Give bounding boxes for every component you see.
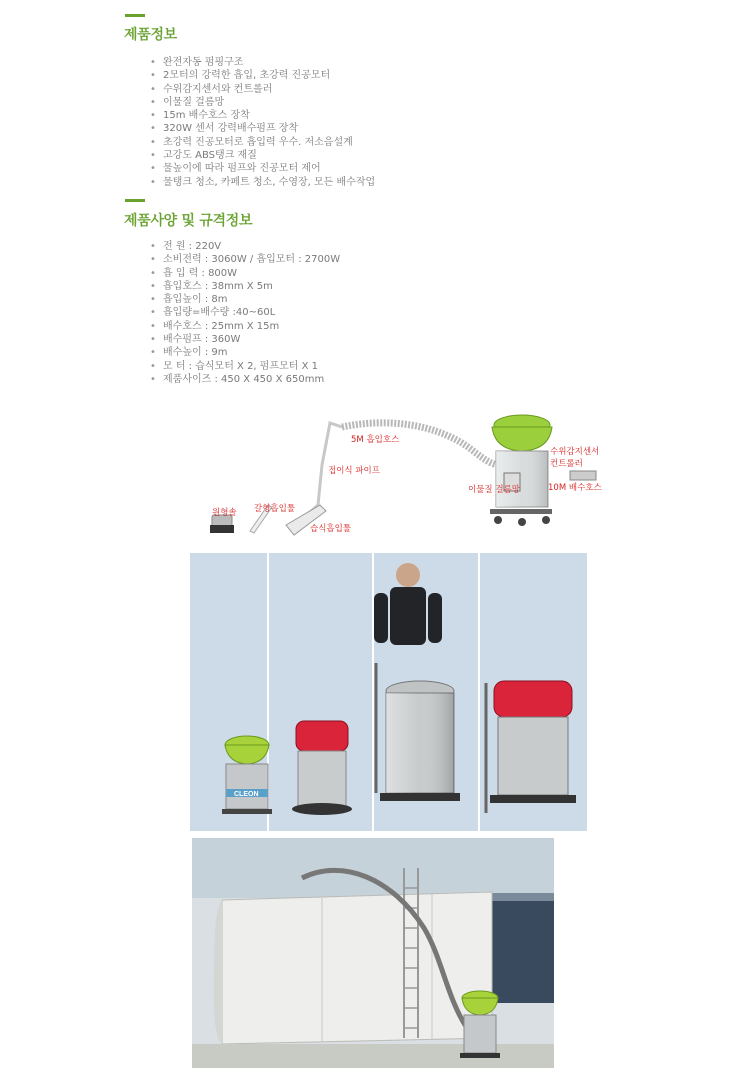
list-item: • 흡입호스 : 38mm X 5m <box>150 280 273 292</box>
list-item: • 2모터의 강력한 흡입, 초강력 진공모터 <box>150 70 331 82</box>
component-diagram-art <box>200 405 620 550</box>
list-item: • 15m 배수호스 장착 <box>150 110 250 122</box>
list-item: • 배수펌프 : 360W <box>150 334 241 346</box>
machine-base <box>490 509 552 514</box>
machine-lid <box>492 427 552 451</box>
list-item: • 배수호스 : 25mm X 15m <box>150 320 280 332</box>
drain-hose-shape <box>570 471 596 480</box>
label-filter: 이물질 걸름망 <box>468 485 520 495</box>
tank-cleaning-photo <box>192 838 554 1068</box>
label-round-brush: 원형솔 <box>212 508 237 518</box>
list-item: • 소비전력 : 3060W / 흡입모터 : 2700W <box>150 254 341 266</box>
label-hose: 5M 흡입호스 <box>351 435 400 445</box>
list-item: • 제품사이즈 : 450 X 450 X 650mm <box>150 373 325 385</box>
section-title-product-info: 제품정보 <box>124 27 177 43</box>
label-controller: 컨트롤러 <box>550 459 583 469</box>
label-pipe: 접이식 파이프 <box>328 466 380 476</box>
list-item: • 흡입량=배수량 :40~60L <box>150 307 276 319</box>
label-drain-hose: 10M 배수호스 <box>548 483 602 493</box>
list-item: • 초강력 진공모터로 흡입력 우수. 저소음설계 <box>150 136 353 148</box>
list-item: • 고강도 ABS탱크 재질 <box>150 150 257 162</box>
label-crevice: 갈형흡입툴 <box>254 504 296 514</box>
list-item: • 배수높이 : 9m <box>150 347 228 359</box>
list-item: • 이물질 걸름망 <box>150 96 225 108</box>
tank-cleaning-art <box>192 838 554 1068</box>
product-lineup-art <box>190 553 587 831</box>
lineup-brand-text: CLEON <box>234 791 259 798</box>
section-bar-spec <box>125 199 145 202</box>
section-title-spec: 제품사양 및 규격정보 <box>124 213 253 229</box>
list-item: • 물탱크 청소, 카페트 청소, 수영장, 모든 배수작업 <box>150 176 376 188</box>
list-item: • 전 원 : 220V <box>150 241 222 252</box>
list-item: • 모 터 : 습식모터 X 2, 펌프모터 X 1 <box>150 360 319 372</box>
section-bar-product-info <box>125 14 145 17</box>
list-item: • 흡 입 력 : 800W <box>150 267 238 279</box>
label-wet-tool: 습식흡입툴 <box>310 524 352 534</box>
component-diagram <box>200 405 620 550</box>
list-item: • 수위감지센서와 컨트롤러 <box>150 83 273 95</box>
list-item: • 완전자동 펌핑구조 <box>150 57 244 68</box>
list-item: • 흡입높이 : 8m <box>150 294 228 306</box>
spec-list <box>150 240 340 386</box>
list-item: • 320W 센서 강력배수펌프 장착 <box>150 123 299 135</box>
label-sensor: 수위감지센서 <box>550 447 600 457</box>
wheel-center <box>518 518 526 526</box>
product-info-list <box>150 56 375 189</box>
round-brush-bristles <box>210 525 234 533</box>
list-item: • 물높이에 따라 펌프와 진공모터 제어 <box>150 163 321 175</box>
product-lineup-photo <box>190 553 587 831</box>
wheel-right <box>542 516 550 524</box>
wheel-left <box>494 516 502 524</box>
